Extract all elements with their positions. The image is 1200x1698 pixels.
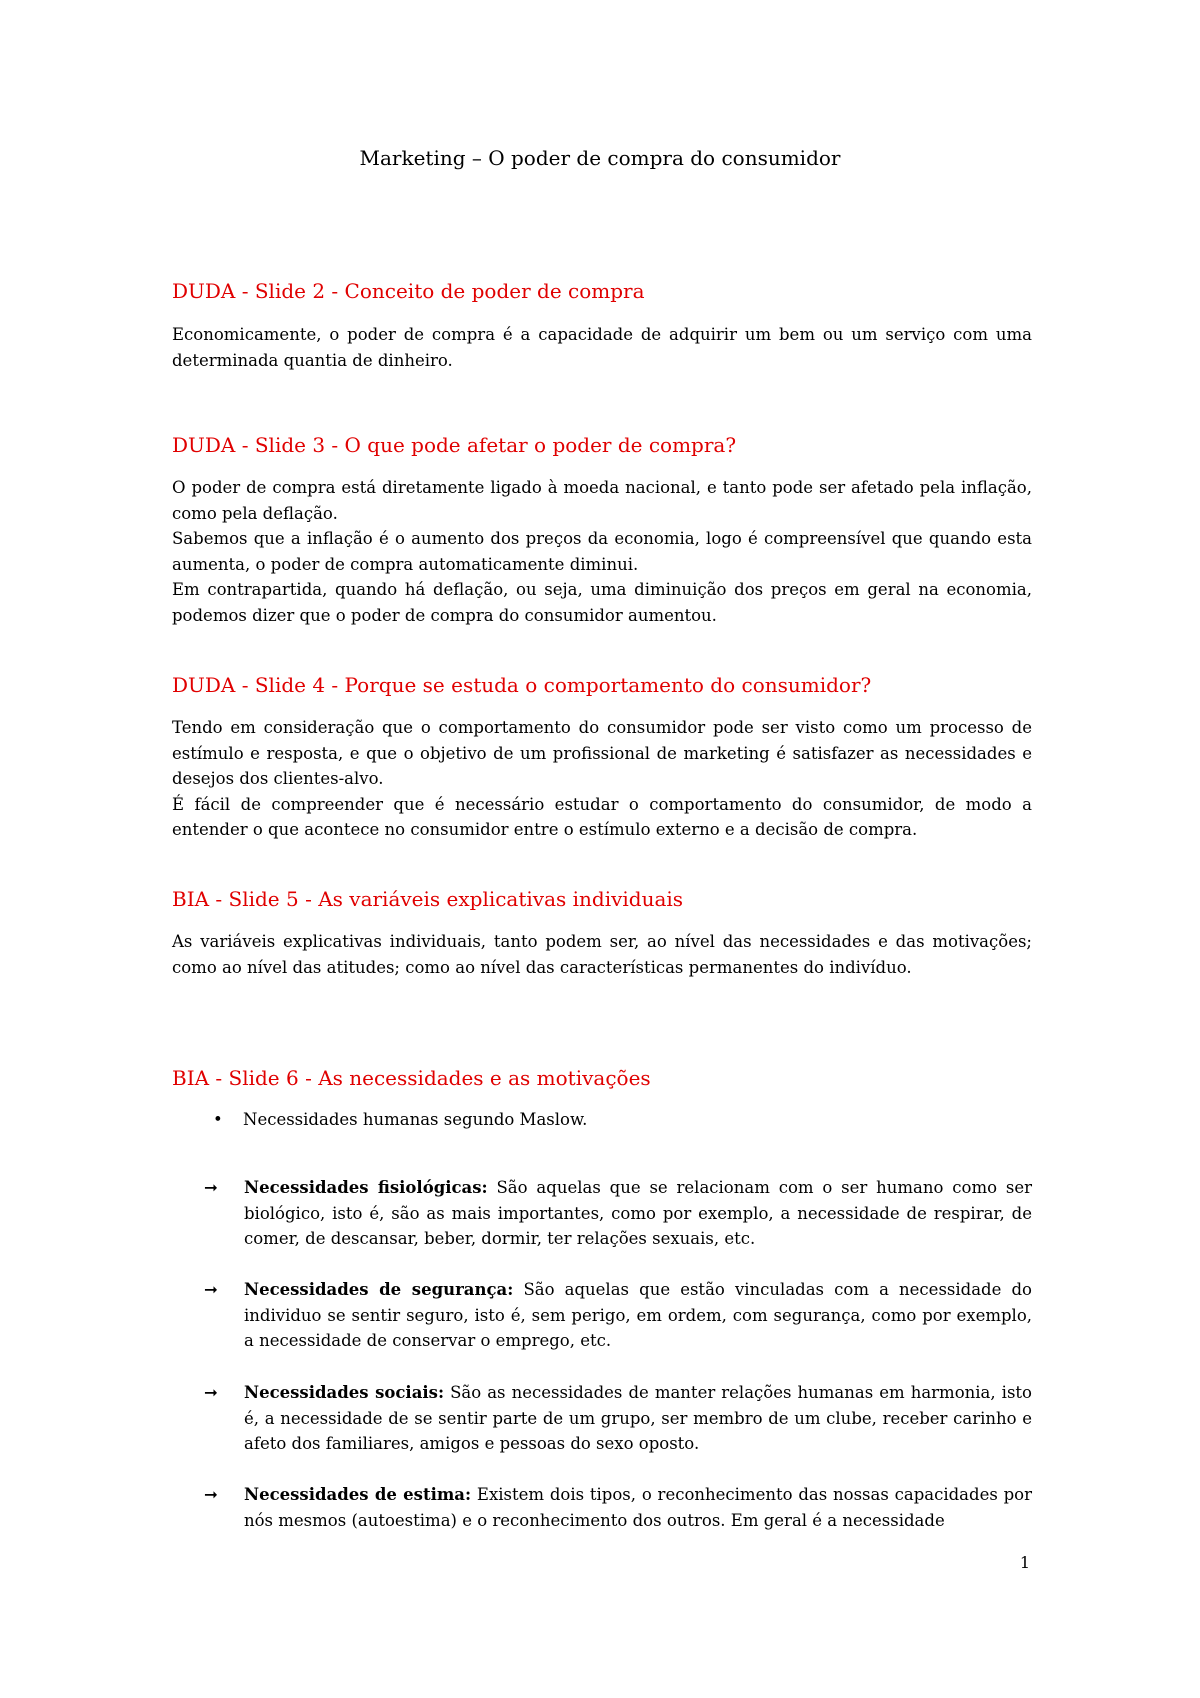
list-item-text: São aquelas que se relacionam com o ser humano como ser biológico, isto é, são as mais importantes, como por exemplo, a necessidade de respirar, de comer, de descansar, beber, dormir, ter relações sexuais, etc. xyxy=(244,1178,1033,1248)
section-heading: DUDA - Slide 2 - Conceito de poder de compra xyxy=(172,279,645,303)
bullet-item xyxy=(213,1107,1003,1133)
list-item xyxy=(204,1277,1032,1354)
paragraph-text: Economicamente, o poder de compra é a capacidade de adquirir um bem ou um serviço com uma determinada quantia de dinheiro. xyxy=(172,325,1032,370)
section-heading: DUDA - Slide 4 - Porque se estuda o comportamento do consumidor? xyxy=(172,673,872,697)
section-heading: DUDA - Slide 3 - O que pode afetar o poder de compra? xyxy=(172,433,737,457)
section-heading: BIA - Slide 6 - As necessidades e as motivações xyxy=(172,1066,651,1090)
paragraph-text: Em contrapartida, quando há deflação, ou seja, uma diminuição dos preços em geral na economia, podemos dizer que o poder de compra do consumidor aumentou. xyxy=(172,580,1032,625)
page-number: 1 xyxy=(1019,1553,1030,1572)
paragraph-text: O poder de compra está diretamente ligado à moeda nacional, e tanto pode ser afetado pela inflação, como pela deflação. xyxy=(172,478,1032,523)
list-item xyxy=(204,1380,1032,1457)
paragraph-text: Tendo em consideração que o comportamento do consumidor pode ser visto como um processo de estímulo e resposta, e que o objetivo de um profissional de marketing é satisfazer as necessidades e desejos dos clientes-alvo. xyxy=(172,718,1032,788)
list-item-term: Necessidades de segurança: xyxy=(244,1280,514,1299)
arrow-icon: ➞ xyxy=(204,1485,218,1504)
list-item xyxy=(204,1175,1033,1252)
paragraph-text: Sabemos que a inflação é o aumento dos preços da economia, logo é compreensível que quando esta aumenta, o poder de compra automaticamente diminui. xyxy=(172,529,1032,574)
list-item xyxy=(204,1482,1032,1533)
list-item-text: Existem dois tipos, o reconhecimento das nossas capacidades por nós mesmos (autoestima) e o reconhecimento dos outros. Em geral é a necessidade xyxy=(244,1485,1032,1530)
bullet-icon: • xyxy=(213,1110,223,1129)
paragraph xyxy=(172,475,1032,628)
paragraph xyxy=(172,715,1032,843)
paragraph xyxy=(172,322,1032,373)
section-heading: BIA - Slide 5 - As variáveis explicativas individuais xyxy=(172,887,684,911)
arrow-icon: ➞ xyxy=(204,1178,218,1197)
document-title: Marketing – O poder de compra do consumidor xyxy=(359,146,841,170)
list-item-text: São as necessidades de manter relações humanas em harmonia, isto é, a necessidade de se sentir parte de um grupo, ser membro de um clube, receber carinho e afeto dos familiares, amigos e pessoas do sexo oposto. xyxy=(244,1383,1032,1453)
arrow-icon: ➞ xyxy=(204,1383,218,1402)
list-item-term: Necessidades sociais: xyxy=(244,1383,445,1402)
paragraph-text: As variáveis explicativas individuais, tanto podem ser, ao nível das necessidades e das motivações; como ao nível das atitudes; como ao nível das características permanentes do indivíduo. xyxy=(172,932,1032,977)
bullet-text: Necessidades humanas segundo Maslow. xyxy=(243,1110,588,1129)
paragraph-text: É fácil de compreender que é necessário estudar o comportamento do consumidor, de modo a entender o que acontece no consumidor entre o estímulo externo e a decisão de compra. xyxy=(172,794,1032,839)
arrow-icon: ➞ xyxy=(204,1280,218,1299)
list-item-term: Necessidades fisiológicas: xyxy=(244,1178,488,1197)
list-item-text: São aquelas que estão vinculadas com a necessidade do individuo se sentir seguro, isto é, sem perigo, em ordem, com segurança, como por exemplo, a necessidade de conservar o emprego, etc. xyxy=(244,1280,1032,1350)
paragraph xyxy=(172,929,1032,980)
list-item-term: Necessidades de estima: xyxy=(244,1485,472,1504)
